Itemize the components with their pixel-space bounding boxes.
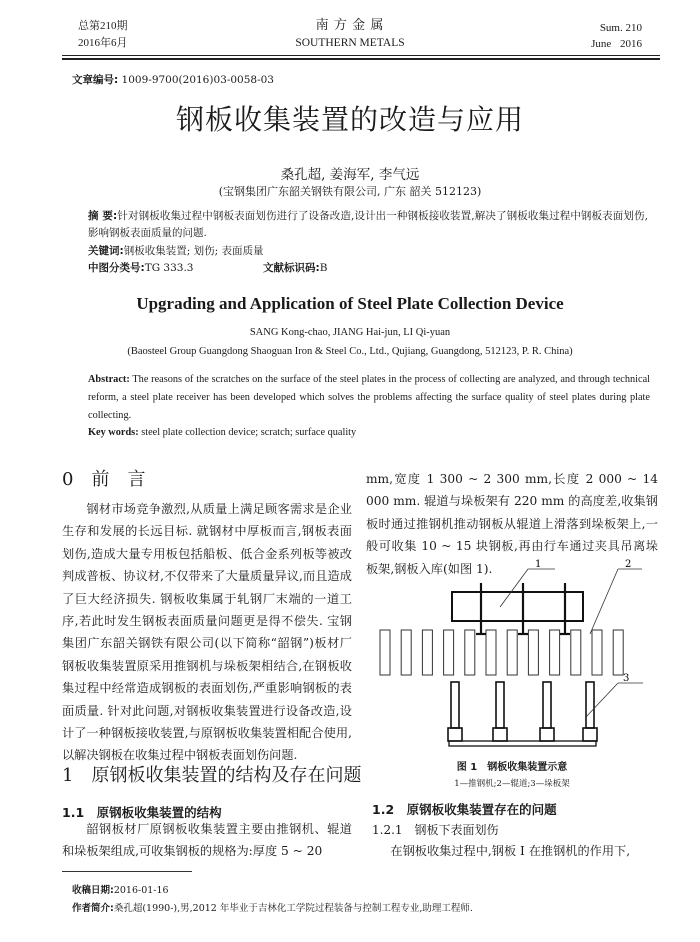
section-0-paragraph: 钢材市场竞争激烈,从质量上满足顾客需求是企业生存和发展的长远目标. 就钢材中厚板而言,钢板表面划伤,造成大量专用板包括船板、低合金系列板等被改判成普板、协议材,不仅带来了大量质量异议,而且造成了巨大经济损失. 钢板收集属于轧钢厂末端的一道工序,若此时发生钢板表面质量问题更是得不偿失. 宝钢集团广东韶关钢铁有限公司(以下简称“韶钢”)板材厂钢板收集装置原采用推钢机与垛板架相结合,在钢板收集过程中经常造成钢板的表面划伤,严重影响钢板的表面质量. 针对此问题,对钢板收集装置进行设备改造,设计了一种钢板接收装置,与原钢板收集装置相配合使用,以解决钢板在收集过程中钢板表面划伤问题. <box>62 502 352 763</box>
authors-cn: 桑孔超, 姜海军, 李气远 <box>280 167 420 183</box>
section-1-1-body <box>62 818 352 863</box>
classification-label: 中图分类号: <box>88 262 145 274</box>
authors-en: SANG Kong-chao, JIANG Hai-jun, LI Qi-yuan <box>249 327 451 338</box>
frame-post-foot <box>448 728 462 741</box>
keywords-en-label: Key words: <box>88 427 139 438</box>
header-issue-en: Sum. 210 <box>599 22 642 34</box>
header-rule-thin <box>62 55 660 56</box>
abstract-cn-label: 摘 要: <box>88 210 118 222</box>
roller <box>486 630 496 675</box>
frame-post-foot <box>493 728 507 741</box>
title-en: Upgrading and Application of Steel Plate Collection Device <box>136 294 564 313</box>
keywords-en <box>88 424 356 442</box>
header-journal-en: SOUTHERN METALS <box>295 37 405 49</box>
header-date-en: June 2016 <box>591 38 642 50</box>
section-0-body <box>62 498 352 767</box>
frame-post <box>543 682 551 728</box>
frame-post <box>496 682 504 728</box>
figure-1-legend: 1—推钢机;2—辊道;3—垛板架 <box>454 779 570 789</box>
header-journal-cn: 南 方 金 属 <box>315 17 385 32</box>
document-code <box>263 260 327 277</box>
received-label: 收稿日期: <box>72 885 114 896</box>
abstract-en-text: The reasons of the scratches on the surface of the steel plates in the process of collecting are analyzed, and through technical reform, a steel plate receiver has been developed which solves the problems affecting the surface quality of steel plates during plate collecting. <box>88 374 651 421</box>
roller <box>380 630 390 675</box>
stacking-frame <box>448 682 597 741</box>
frame-post <box>451 682 459 728</box>
classification <box>88 260 194 277</box>
keywords-cn-label: 关键词: <box>88 245 124 257</box>
roller <box>444 630 454 675</box>
roller <box>528 630 538 675</box>
document-code-value: B <box>319 262 328 274</box>
roller <box>465 630 475 675</box>
classification-value: TG 333.3 <box>144 262 194 274</box>
abstract-en-label: Abstract: <box>88 374 130 385</box>
frame-post-foot <box>540 728 554 741</box>
frame-post-foot <box>583 728 597 741</box>
leader-line-2 <box>590 569 618 634</box>
figure-label-3: 3 <box>623 673 630 684</box>
header-rule-thick <box>62 58 660 60</box>
section-1-heading: 1 原钢板收集装置的结构及存在问题 <box>62 765 362 786</box>
article-number-value: 1009-9700(2016)03-0058-03 <box>121 74 274 86</box>
roller <box>422 630 432 675</box>
header-date-cn: 2016年6月 <box>78 37 128 49</box>
roller <box>401 630 411 675</box>
bio-label: 作者简介: <box>72 903 114 914</box>
pusher-rods <box>476 583 570 634</box>
roller-table <box>380 630 623 675</box>
roller <box>571 630 581 675</box>
section-1-1-paragraph-right: mm,宽度 1 300 ~ 2 300 mm,长度 2 000 ~ 14 000 mm. 辊道与垛板架有 220 mm 的高度差,收集钢板时通过推钢机推动钢板从辊道上滑落到垛板架上,一般可收集 10 ~ 15 块钢板,再由行车通过夹具吊离垛板架,钢板入库(如图 1). <box>366 472 658 576</box>
keywords-cn-text: 钢板收集装置; 划伤; 表面质量 <box>123 245 264 257</box>
abstract-cn-text: 针对钢板收集过程中钢板表面划伤进行了设备改造,设计出一种钢板接收装置,解决了钢板收集过程中钢板表面划伤,影响钢板表面质量的问题. <box>88 210 648 239</box>
section-1-2-1-paragraph: 在钢板收集过程中,钢板 Ⅰ 在推钢机的作用下, <box>390 844 631 858</box>
article-number <box>72 72 274 87</box>
pusher-body <box>452 592 583 621</box>
figure-1-caption: 图 1 钢板收集装置示意 <box>456 762 568 773</box>
affiliation-en: (Baosteel Group Guangdong Shaoguan Iron & Steel Co., Ltd., Qujiang, Guangdong, 512123, P. R. China) <box>127 346 573 357</box>
footnote-received <box>72 882 169 896</box>
header-issue-cn: 总第210期 <box>78 20 128 32</box>
abstract-cn <box>88 208 648 242</box>
affiliation-cn: (宝钢集团广东韶关钢铁有限公司, 广东 韶关 512123) <box>218 185 482 198</box>
section-1-1-heading: 1.1 原钢板收集装置的结构 <box>62 805 222 820</box>
document-code-label: 文献标识码: <box>263 262 320 274</box>
section-0-heading: 0 前 言 <box>62 469 146 490</box>
roller <box>613 630 623 675</box>
section-1-2-1-heading: 1.2.1 钢板下表面划伤 <box>372 823 499 837</box>
roller <box>592 630 602 675</box>
section-1-2-1-body <box>366 840 658 862</box>
figure-1-diagram <box>360 555 680 755</box>
title-cn: 钢板收集装置的改造与应用 <box>175 103 524 136</box>
received-value: 2016-01-16 <box>113 885 169 896</box>
bio-text: 桑孔超(1990-),男,2012 年毕业于吉林化工学院过程装备与控制工程专业,助理工程师. <box>113 903 473 914</box>
frame-base-plate <box>449 741 596 746</box>
abstract-en <box>88 371 650 425</box>
footnote-author-bio <box>72 900 473 914</box>
keywords-en-text: steel plate collection device; scratch; surface quality <box>141 427 357 438</box>
footnote-rule <box>62 871 192 872</box>
roller <box>507 630 517 675</box>
roller <box>550 630 560 675</box>
figure-label-2: 2 <box>625 559 632 570</box>
keywords-cn <box>88 243 263 260</box>
leader-line-3 <box>586 683 618 717</box>
article-number-label: 文章编号: <box>72 74 119 86</box>
frame-post <box>586 682 594 728</box>
figure-label-1: 1 <box>535 559 542 570</box>
section-1-2-heading: 1.2 原钢板收集装置存在的问题 <box>372 802 557 817</box>
section-1-1-paragraph-left: 韶钢板材厂原钢板收集装置主要由推钢机、辊道和垛板架组成,可收集钢板的规格为:厚度 5 ~ 20 <box>62 822 352 859</box>
